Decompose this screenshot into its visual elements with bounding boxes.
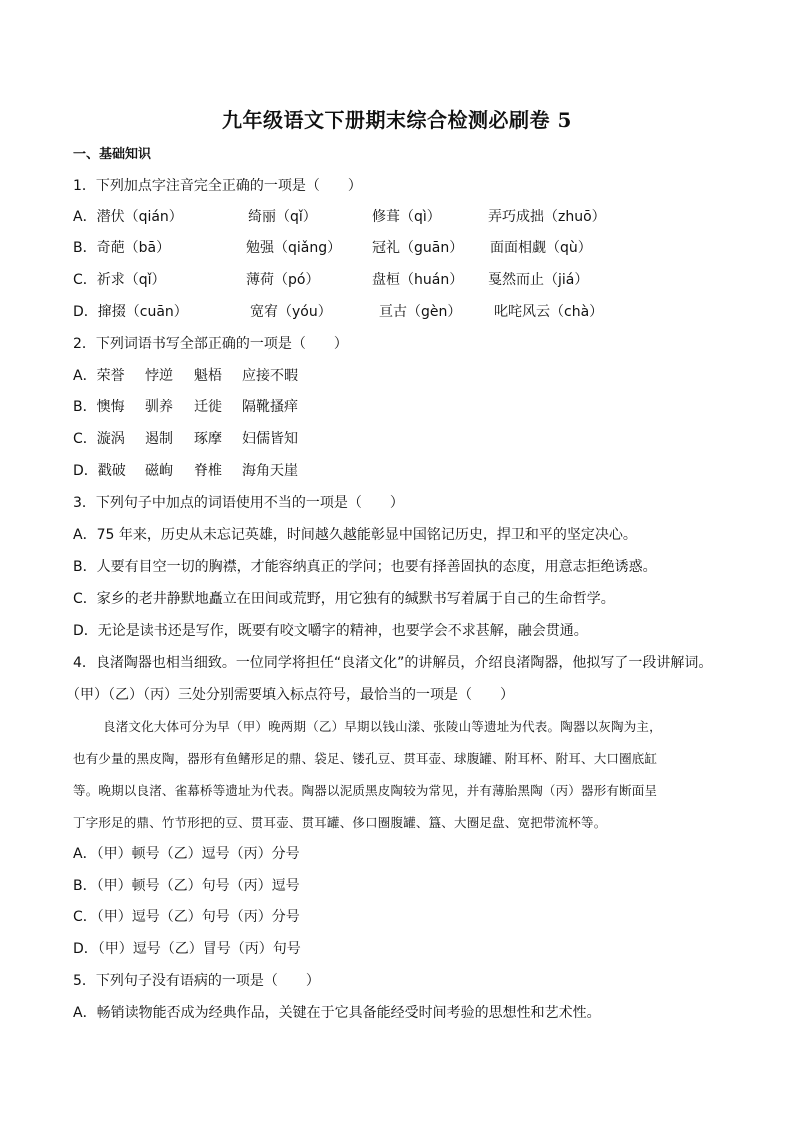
q2-option-a-word-4: 应接不暇	[242, 368, 298, 384]
q3-option-b: B．人要有目空一切的胸襟，才能容纳真正的学问；也要有择善固执的态度，用意志拒绝诱惑。	[73, 559, 657, 575]
page-title: 九年级语文下册期末综合检测必刷卷 5	[222, 108, 572, 132]
q2-option-b-word-3: 迁徙	[194, 399, 222, 415]
q1-option-d-item-3: 亘古（gèn）	[379, 304, 462, 320]
q2-option-c-word-4: 妇儒皆知	[242, 431, 298, 447]
q2-option-a-word-3: 魁梧	[194, 368, 222, 384]
q2-option-b-word-4: 隔靴搔痒	[242, 399, 298, 415]
q1-option-d-item-1: D．撺掇（cuān）	[73, 304, 188, 320]
q3-option-d: D．无论是读书还是写作，既要有咬文嚼字的精神，也要学会不求甚解，融会贯通。	[73, 623, 588, 639]
passage-line: 也有少量的黑皮陶，器形有鱼鳍形足的鼎、袋足、镂孔豆、贯耳壶、球腹罐、附耳杯、附耳、大口圈底缸	[73, 751, 658, 766]
q1-option-b-item-1: B．奇葩（bā）	[73, 240, 171, 256]
q2-option-a-word-2: 悖逆	[145, 368, 173, 384]
question-2-stem: 2．下列词语书写全部正确的一项是（ ）	[73, 336, 348, 352]
q1-option-a-item-4: 弄巧成拙（zhuō）	[488, 209, 606, 225]
q2-option-c-word-1: C．漩涡	[73, 431, 125, 447]
q1-option-c-item-4: 戛然而止（jiá）	[488, 272, 589, 288]
q3-option-a: A．75 年来，历史从未忘记英雄，时间越久越能彰显中国铭记历史，捍卫和平的坚定决心。	[73, 527, 637, 543]
q2-option-c-word-2: 遏制	[145, 431, 173, 447]
q1-option-c-item-3: 盘桓（huán）	[372, 272, 464, 288]
passage-line: 等。晚期以良渚、雀幕桥等遗址为代表。陶器以泥质黑皮陶较为常见，并有薄胎黑陶（丙）器形有断面呈	[73, 783, 658, 798]
q4-option-c: C．（甲）逗号（乙）句号（丙）分号	[73, 909, 300, 925]
q1-option-a-item-3: 修葺（qì）	[372, 209, 441, 225]
question-3-stem: 3．下列句子中加点的词语使用不当的一项是（ ）	[73, 495, 404, 511]
question-4-stem-line-1: 4．良渚陶器也相当细致。一位同学将担任“良渚文化”的讲解员，介绍良渚陶器，他拟写了一段讲解词。	[73, 655, 713, 671]
section-heading: 一、基础知识	[73, 147, 152, 162]
question-4-stem-line-2: （甲）（乙）（丙）三处分别需要填入标点符号，最恰当的一项是（ ）	[66, 687, 514, 703]
q2-option-c-word-3: 琢摩	[194, 431, 222, 447]
q2-option-b-word-2: 驯养	[145, 399, 173, 415]
q1-option-b-item-2: 勉强（qiǎng）	[246, 240, 342, 256]
q1-option-a-item-1: A．潜伏（qián）	[73, 209, 183, 225]
q1-option-d-item-2: 宽宥（yóu）	[250, 304, 332, 320]
q1-option-b-item-3: 冠礼（guān）	[372, 240, 464, 256]
q2-option-b-word-1: B．懊悔	[73, 399, 125, 415]
q5-option-a: A．畅销读物能否成为经典作品，关键在于它具备能经受时间考验的思想性和艺术性。	[73, 1005, 601, 1021]
q1-option-c-item-1: C．祈求（qǐ）	[73, 272, 166, 288]
q2-option-a-word-1: A．荣誉	[73, 368, 125, 384]
q3-option-c: C．家乡的老井静默地矗立在田间或荒野，用它独有的缄默书写着属于自己的生命哲学。	[73, 591, 615, 607]
q2-option-d-word-2: 磁峋	[145, 463, 173, 479]
q1-option-a-item-2: 绮丽（qǐ）	[248, 209, 317, 225]
q4-option-b: B．（甲）顿号（乙）句号（丙）逗号	[73, 878, 300, 894]
q2-option-d-word-4: 海角天崖	[242, 463, 298, 479]
passage-line: 良渚文化大体可分为早（甲）晚两期（乙）早期以钱山漾、张陵山等遗址为代表。陶器以灰陶为主，	[103, 719, 662, 734]
q4-option-a: A．（甲）顿号（乙）逗号（丙）分号	[73, 846, 300, 862]
q4-option-d: D．（甲）逗号（乙）冒号（丙）句号	[73, 941, 301, 957]
passage-line: 丁字形足的鼎、竹节形把的豆、贯耳壶、贯耳罐、侈口圈腹罐、簋、大圈足盘、宽把带流杯等。	[73, 815, 607, 830]
q1-option-c-item-2: 薄荷（pó）	[246, 272, 320, 288]
q1-option-d-item-4: 叱咤风云（chà）	[494, 304, 604, 320]
q2-option-d-word-1: D．戳破	[73, 463, 126, 479]
question-1-stem: 1．下列加点字注音完全正确的一项是（ ）	[73, 178, 362, 194]
q2-option-d-word-3: 脊椎	[194, 463, 222, 479]
q1-option-b-item-4: 面面相觑（qù）	[490, 240, 592, 256]
question-5-stem: 5．下列句子没有语病的一项是（ ）	[73, 973, 320, 989]
